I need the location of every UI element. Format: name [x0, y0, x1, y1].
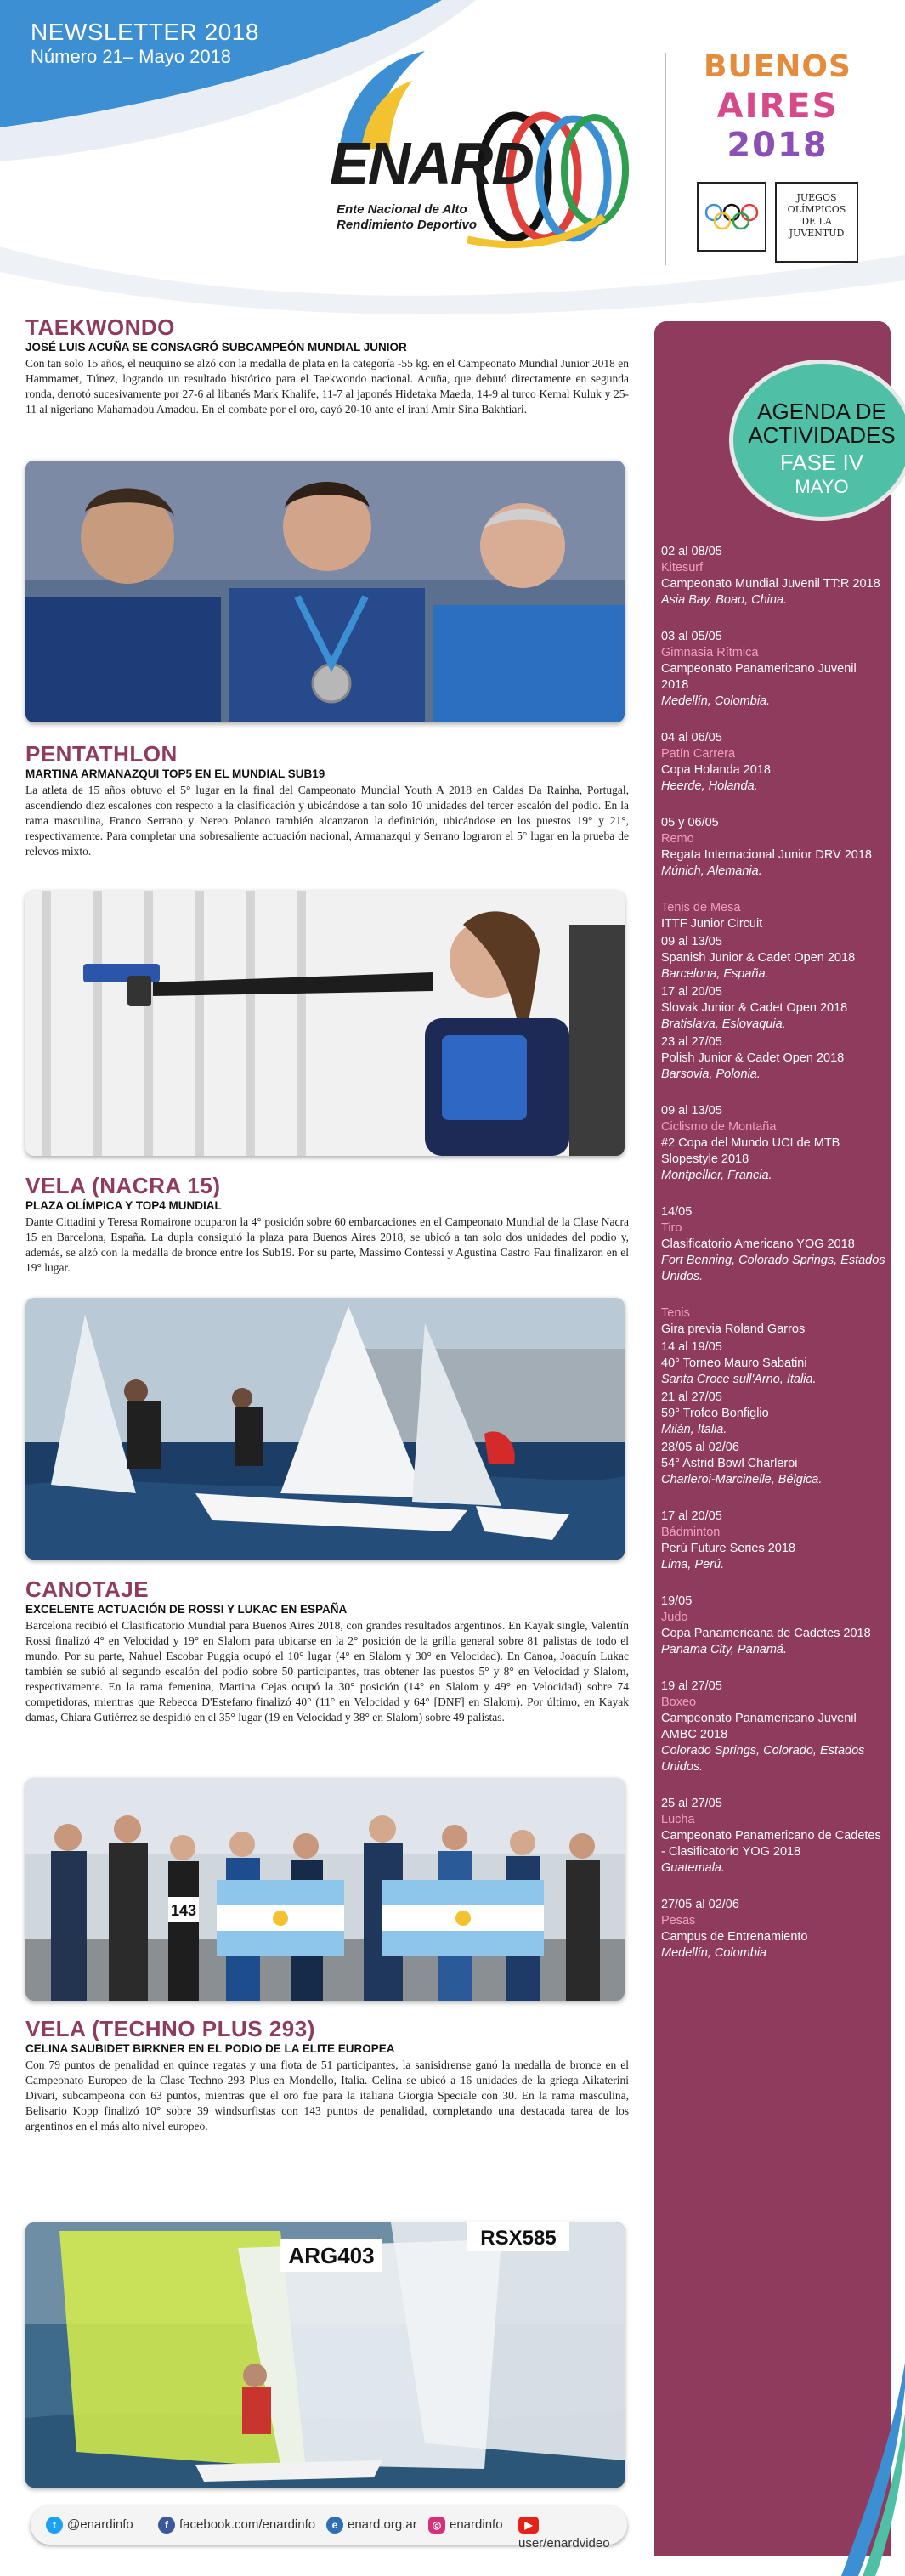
agenda-sub-event — [661, 934, 886, 982]
agenda-event — [661, 1594, 886, 1658]
facebook-icon: f — [158, 2517, 175, 2534]
agenda-event — [661, 1679, 886, 1775]
website-url: enard.org.ar — [348, 2517, 417, 2532]
ba-word-year: 2018 — [727, 126, 829, 165]
event-name: Campeonato Panamericano Juvenil AMBC 2018 — [661, 1712, 857, 1741]
sail-number-2: RSX585 — [480, 2227, 557, 2250]
agenda-badge — [729, 360, 905, 521]
event-date: 28/05 al 02/06 — [661, 1441, 739, 1454]
ba-word-aires: AIRES — [716, 87, 839, 126]
article-headline: MARTINA ARMANAZQUI TOP5 EN EL MUNDIAL SUB19 — [25, 767, 325, 780]
article-title: VELA (TECHNO PLUS 293) — [25, 2016, 315, 2041]
twitter-link[interactable] — [46, 2516, 133, 2534]
youth-olympic-games-label — [775, 182, 858, 263]
event-place: Charleroi-Marcinelle, Bélgica. — [661, 1473, 823, 1486]
event-date: 17 al 20/05 — [661, 1509, 722, 1523]
event-place: Santa Croce sull'Arno, Italia. — [661, 1373, 817, 1386]
facebook-link[interactable] — [158, 2516, 315, 2534]
photo-windsurf — [25, 2222, 625, 2488]
jo-line4: JUVENTUD — [789, 228, 845, 239]
event-sport: Tiro — [661, 1221, 682, 1235]
event-date: 27/05 al 02/06 — [661, 1898, 739, 1911]
event-name: ITTF Junior Circuit — [661, 917, 763, 931]
event-name: Campeonato Mundial Juvenil TT:R 2018 — [661, 577, 880, 591]
decorative-swoosh — [841, 2363, 905, 2576]
article-vela-techno — [25, 2016, 629, 2134]
agenda-event-group — [661, 1305, 886, 1488]
event-name: Perú Future Series 2018 — [661, 1542, 795, 1555]
agenda-event — [661, 1796, 886, 1877]
agenda-sidebar — [654, 321, 896, 2556]
website-link[interactable] — [326, 2516, 417, 2534]
event-name: Gira previa Roland Garros — [661, 1322, 806, 1336]
event-sport: Kitesurf — [661, 561, 704, 575]
article-taekwondo — [25, 314, 629, 417]
event-name: 59° Trofeo Bonfiglio — [661, 1407, 769, 1420]
agenda-event — [661, 629, 886, 710]
event-name: Polish Junior & Cadet Open 2018 — [661, 1051, 845, 1065]
article-title: CANOTAJE — [25, 1577, 150, 1602]
event-place: Barcelona, España. — [661, 967, 769, 981]
enard-full-name-line2: Rendimiento Deportivo — [337, 218, 478, 232]
event-date: 09 al 13/05 — [661, 1104, 722, 1118]
event-place: Medellín, Colombia. — [661, 694, 771, 708]
article-title: PENTATHLON — [25, 741, 178, 767]
youtube-link[interactable] — [518, 2516, 627, 2551]
photo-pentathlon-shooting — [25, 891, 625, 1156]
photo-nacra-catamaran — [25, 1298, 625, 1560]
event-date: 14 al 19/05 — [661, 1340, 722, 1354]
facebook-handle: facebook.com/enardinfo — [179, 2517, 316, 2532]
article-body: Dante Cittadini y Teresa Romairone ocuparon la 4° posición sobre 60 embarcaciones en el Campeonato Mundial de la Clase Nacra 15 en Barcelona, España. La dupla consiguió la plaza para Buenos Aires 2018, se ubicó a tan solo dos unidades del podio y, además, se alzó con la medalla de bronce entre los Sub19. Por su parte, Massimo Contessi y Agustina Castro Fau finalizaron en el 19° lugar. — [25, 1215, 629, 1274]
event-name: Slovak Junior & Cadet Open 2018 — [661, 1001, 848, 1015]
agenda-event — [661, 1897, 886, 1962]
event-name: Spanish Junior & Cadet Open 2018 — [661, 951, 856, 965]
event-sport: Remo — [661, 832, 694, 846]
event-place: Medellín, Colombia — [661, 1946, 767, 1960]
event-sport: Tenis de Mesa — [661, 901, 741, 914]
youtube-handle: user/enardvideo — [518, 2536, 610, 2551]
event-place: Asia Bay, Boao, China. — [661, 593, 788, 607]
event-sport: Ciclismo de Montaña — [661, 1120, 777, 1134]
article-vela-nacra — [25, 1173, 629, 1276]
event-date: 09 al 13/05 — [661, 935, 722, 948]
event-name: Campus de Entrenamiento — [661, 1930, 808, 1944]
agenda-event — [661, 1103, 886, 1184]
event-date: 14/05 — [661, 1205, 693, 1219]
header-divider — [665, 53, 666, 265]
event-place: Guatemala. — [661, 1861, 725, 1875]
event-sport: Boxeo — [661, 1696, 697, 1709]
agenda-sub-event — [661, 1390, 886, 1438]
twitter-icon: t — [46, 2517, 63, 2534]
event-date: 21 al 27/05 — [661, 1390, 722, 1404]
event-place: Montpellier, Francia. — [661, 1169, 772, 1182]
event-date: 17 al 20/05 — [661, 985, 722, 999]
instagram-icon: ◎ — [428, 2517, 445, 2534]
event-name: 54° Astrid Bowl Charleroi — [661, 1457, 798, 1470]
event-place: Heerde, Holanda. — [661, 779, 758, 793]
agenda-month: MAYO — [795, 476, 849, 497]
event-name: Campeonato Panamericano de Cadetes - Clasificatorio YOG 2018 — [661, 1829, 881, 1859]
event-name: Clasificatorio Americano YOG 2018 — [661, 1237, 855, 1251]
agenda-event — [661, 544, 886, 609]
event-name: Copa Holanda 2018 — [661, 763, 771, 777]
agenda-sub-event — [661, 1440, 886, 1488]
instagram-link[interactable] — [428, 2516, 503, 2534]
article-headline: CELINA SAUBIDET BIRKNER EN EL PODIO DE LA ELITE EUROPEA — [25, 2042, 395, 2055]
jo-line3: DE LA — [801, 216, 832, 227]
agenda-event-group — [661, 900, 886, 1083]
social-footer — [31, 2505, 627, 2551]
event-date: 04 al 06/05 — [661, 731, 722, 744]
article-body: Con 79 puntos de penalidad en quince regatas y una flota de 51 participantes, la sanisidrense ganó la medalla de bronce en el Campeonato Europeo de la Clase Techno 293 Plus en Mondello, Italia. Celina se ubicó a 16 unidades de la griega Aikaterini Divari, subcampeona con 63 puntos, mientras que el oro fue para la italiana Giorgia Speciale con 30. En la rama masculina, Belisario Kopp finalizó 10° sobre 39 windsurfistas con 143 puntos de penalidad, completando una destacada tarea de los argentinos en el más alto nivel europeo. — [25, 2058, 629, 2132]
article-headline: JOSÉ LUIS ACUÑA SE CONSAGRÓ SUBCAMPEÓN MUNDIAL JUNIOR — [25, 341, 407, 354]
enard-logo-text: ENARD — [330, 130, 533, 196]
article-body: Con tan solo 15 años, el neuquino se alzó con la medalla de plata en la categoría -55 kg. en el Campeonato Mundial Junior 2018 en Hammamet, Túnez, logrando un resultado histórico para el Taekwondo nacional. Acuña, que debutó directamente en segunda ronda, derrotó sucesivamente por 27-6 al libanés Mark Khalife, 11-7 al japonés Hidetaka Maeda, 14-9 al turco Kemal Kuluk y 25-11 al nigeriano Mahamadou Amadou. En el combate por el oro, cayó 20-10 ante el iraní Amir Sina Bakhtiari. — [25, 357, 629, 416]
event-place: Barsovia, Polonia. — [661, 1067, 761, 1081]
event-date: 23 al 27/05 — [661, 1035, 722, 1049]
event-sport: Pesas — [661, 1914, 696, 1928]
enard-full-name-line1: Ente Nacional de Alto — [337, 202, 467, 217]
event-place: Fort Benning, Colorado Springs, Estados Unidos. — [661, 1254, 885, 1283]
sail-number-1: ARG403 — [288, 2243, 375, 2268]
event-date: 02 al 08/05 — [661, 545, 722, 558]
agenda-sub-event — [661, 1034, 886, 1083]
event-date: 05 y 06/05 — [661, 816, 719, 829]
article-title: TAEKWONDO — [25, 314, 175, 340]
article-canotaje — [25, 1577, 629, 1725]
buenos-aires-2018-logo — [697, 48, 858, 269]
event-place: Colorado Springs, Colorado, Estados Unidos. — [661, 1744, 865, 1774]
event-name: 40° Torneo Mauro Sabatini — [661, 1356, 807, 1370]
bib-number: 143 — [170, 1902, 197, 1919]
instagram-handle: enardinfo — [450, 2517, 503, 2532]
article-headline: EXCELENTE ACTUACIÓN DE ROSSI Y LUKAC EN ESPAÑA — [25, 1603, 348, 1616]
jo-line2: OLÍMPICOS — [787, 204, 846, 215]
event-date: 25 al 27/05 — [661, 1797, 722, 1810]
event-place: Bratislava, Eslovaquia. — [661, 1017, 786, 1031]
olympic-rings-icon — [697, 182, 766, 252]
event-place: Múnich, Alemania. — [661, 864, 762, 878]
event-sport: Patín Carrera — [661, 747, 736, 761]
newsletter-header — [0, 0, 905, 323]
youtube-icon: ▶ — [518, 2517, 539, 2534]
article-body: Barcelona recibió el Clasificatorio Mundial para Buenos Aires 2018, con grandes resultados argentinos. En Kayak single, Valentín Rossi finalizó 4° en Velocidad y 19° en Slalom para ubicarse en la 2° posición de la grilla general sobre 81 palistas de todo el mundo. Por su parte, Nahuel Escobar Puggia ocupó el 10° lugar (4° en Slalom y 30° en Velocidad). En Canoa, Joaquín Lukac también se subió al segundo escalón del podio sobre 50 participantes, tras obtener las puestos 5° y 8° en Velocidad y Slalom, respectivamente. En la rama femenina, Martina Cejas ocupó la 30° posición (14° en Slalom y 49° en Velocidad) sobre 74 competidoras, mientras que Rebecca D'Estefano finalizó 40° (11° en Velocidad y 64° [DNF] en Slalom). Por último, en Kayak damas, Chiara Gutiérrez se despidió en el 35° lugar (19 en Velocidad y 38° en Slalom) sobre 49 palistas. — [25, 1619, 629, 1724]
agenda-event — [661, 815, 886, 880]
agenda-event-list — [661, 544, 886, 1982]
agenda-event — [661, 730, 886, 795]
agenda-event — [661, 1204, 886, 1285]
article-headline: PLAZA OLÍMPICA Y TOP4 MUNDIAL — [25, 1199, 222, 1212]
newsletter-title: NEWSLETTER 2018 — [31, 19, 259, 45]
event-date: 03 al 05/05 — [661, 630, 722, 643]
agenda-sub-event — [661, 984, 886, 1033]
event-sport: Tenis — [661, 1306, 690, 1320]
event-name: Copa Panamericana de Cadetes 2018 — [661, 1627, 871, 1640]
event-place: Milán, Italia. — [661, 1423, 727, 1436]
agenda-title-line1: AGENDA DE — [757, 399, 886, 424]
event-name: Campeonato Panamericano Juvenil 2018 — [661, 662, 857, 692]
event-sport: Gimnasia Rítmica — [661, 646, 759, 660]
photo-canotaje-team — [25, 1778, 625, 2001]
event-sport: Lucha — [661, 1813, 695, 1826]
event-place: Panama City, Panamá. — [661, 1643, 788, 1656]
newsletter-issue: Número 21– Mayo 2018 — [31, 46, 232, 67]
agenda-phase: FASE IV — [779, 450, 864, 475]
event-sport: Judo — [661, 1611, 688, 1624]
event-name: #2 Copa del Mundo UCI de MTB Slopestyle 2018 — [661, 1136, 840, 1166]
globe-icon: e — [326, 2517, 343, 2534]
ba-word-buenos: BUENOS — [704, 49, 851, 84]
agenda-sub-event — [661, 1339, 886, 1388]
event-sport: Bádminton — [661, 1526, 721, 1539]
event-name: Regata Internacional Junior DRV 2018 — [661, 848, 873, 862]
event-date: 19 al 27/05 — [661, 1679, 722, 1693]
agenda-event — [661, 1509, 886, 1573]
twitter-handle: @enardinfo — [67, 2517, 133, 2532]
article-title: VELA (NACRA 15) — [25, 1173, 221, 1198]
enard-full-name — [337, 202, 489, 233]
photo-taekwondo-podium — [25, 461, 625, 722]
article-body: La atleta de 15 años obtuvo el 5° lugar en la final del Campeonato Mundial Youth A 2018 en Caldas Da Rainha, Portugal, ascendiendo diez escalones con respecto a la clasificación y ubicándose a tan solo 10 unidades del tercer escalón del podio. En la rama masculina, Franco Serrano y Nereo Polanco también alcanzaron la definición, ubicándose en los puestos 19° y 21°, respectivamente. Para completar una sobresaliente actuación nacional, Armanazqui y Serrano lograron el 5° lugar en la prueba de relevos mixto. — [25, 784, 629, 858]
agenda-title-line2: ACTIVIDADES — [748, 422, 896, 448]
event-place: Lima, Perú. — [661, 1558, 725, 1571]
article-pentathlon — [25, 741, 629, 859]
event-date: 19/05 — [661, 1594, 693, 1608]
jo-line1: JUEGOS — [796, 192, 837, 203]
